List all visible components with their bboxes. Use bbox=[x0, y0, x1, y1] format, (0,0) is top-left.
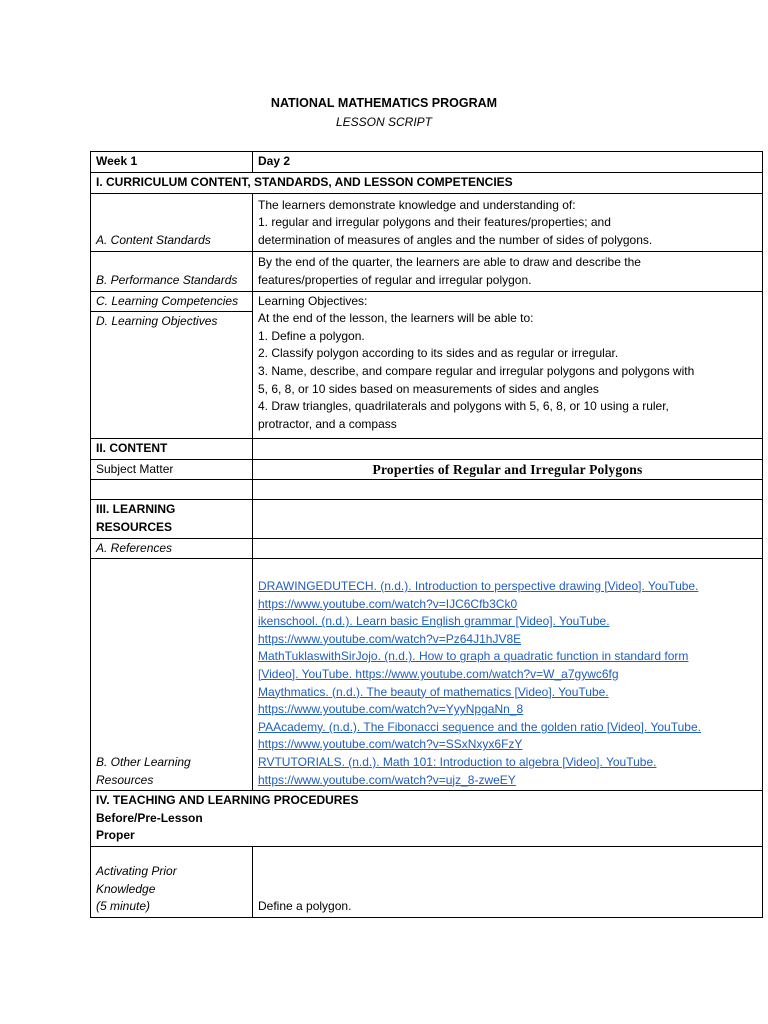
objective-line: protractor, and a compass bbox=[258, 416, 397, 431]
procedures-heading-line: Before/Pre-Lesson bbox=[96, 810, 203, 825]
reference-link[interactable]: https://www.youtube.com/watch?v=Pz64J1hJV8E bbox=[258, 631, 522, 646]
reference-link[interactable]: PAAcademy. (n.d.). The Fibonacci sequence and the golden ratio [Video]. YouTube. bbox=[258, 719, 701, 734]
other-resources-label-line: B. Other Learning bbox=[96, 754, 191, 769]
learning-competencies-label: C. Learning Competencies bbox=[91, 291, 253, 312]
reference-link[interactable]: DRAWINGEDUTECH. (n.d.). Introduction to perspective drawing [Video]. YouTube. bbox=[258, 579, 699, 594]
procedures-heading bbox=[91, 791, 763, 847]
empty-cell bbox=[91, 480, 253, 500]
performance-standards-label: B. Performance Standards bbox=[91, 251, 253, 291]
content-standards-label: A. Content Standards bbox=[91, 193, 253, 251]
reference-link[interactable]: MathTuklaswithSirJojo. (n.d.). How to graph a quadratic function in standard form bbox=[258, 649, 689, 664]
subject-matter-label: Subject Matter bbox=[91, 459, 253, 480]
objective-line: 5, 6, 8, or 10 sides based on measurements of sides and angles bbox=[258, 381, 599, 396]
reference-link[interactable]: https://www.youtube.com/watch?v=ujz_8-zweEY bbox=[258, 772, 516, 787]
other-resources-label bbox=[91, 559, 253, 791]
subject-matter-value: Properties of Regular and Irregular Polygons bbox=[253, 459, 763, 480]
week-cell: Week 1 bbox=[91, 152, 253, 173]
objective-line: 4. Draw triangles, quadrilaterals and polygons with 5, 6, 8, or 10 using a ruler, bbox=[258, 399, 669, 414]
objective-line: At the end of the lesson, the learners will be able to: bbox=[258, 311, 534, 326]
procedures-table bbox=[90, 790, 763, 918]
content-standards-value bbox=[253, 193, 763, 251]
learning-objectives-value bbox=[253, 291, 763, 439]
section-resources-heading: III. LEARNING RESOURCES bbox=[91, 500, 253, 538]
procedures-heading-line: Proper bbox=[96, 828, 135, 843]
procedures-heading-line: IV. TEACHING AND LEARNING PROCEDURES bbox=[96, 793, 359, 807]
empty-cell bbox=[253, 500, 763, 538]
activating-label-line: Knowledge bbox=[96, 881, 156, 896]
reference-link[interactable]: https://www.youtube.com/watch?v=SSxNxyx6FzY bbox=[258, 737, 523, 752]
references-label: A. References bbox=[91, 538, 253, 559]
performance-standards-line: features/properties of regular and irregular polygon. bbox=[258, 273, 532, 287]
learning-objectives-label: D. Learning Objectives bbox=[91, 312, 253, 439]
content-standards-line: The learners demonstrate knowledge and understanding of: bbox=[258, 197, 576, 212]
reference-link[interactable]: ikenschool. (n.d.). Learn basic English grammar [Video]. YouTube. bbox=[258, 614, 610, 629]
empty-cell bbox=[253, 480, 763, 500]
lesson-table bbox=[90, 151, 763, 791]
activating-prior-knowledge-label bbox=[91, 847, 253, 918]
activating-prior-knowledge-value: Define a polygon. bbox=[253, 847, 763, 918]
activating-label-line: (5 minute) bbox=[96, 899, 151, 914]
document-subtitle: LESSON SCRIPT bbox=[335, 115, 433, 129]
references-value bbox=[253, 538, 763, 559]
reference-link[interactable]: https://www.youtube.com/watch?v=IJC6Cfb3Ck0 bbox=[258, 596, 518, 611]
reference-link[interactable]: [Video]. YouTube. https://www.youtube.com/watch?v=W_a7gywc6fg bbox=[258, 667, 619, 681]
content-standards-line: determination of measures of angles and the number of sides of polygons. bbox=[258, 233, 653, 247]
document-title: NATIONAL MATHEMATICS PROGRAM bbox=[270, 96, 498, 110]
reference-link[interactable]: https://www.youtube.com/watch?v=YyyNpgaNn_8 bbox=[258, 702, 524, 717]
section-content-empty bbox=[253, 439, 763, 460]
objective-line: 2. Classify polygon according to its sides and as regular or irregular. bbox=[258, 346, 619, 361]
reference-link[interactable]: Maythmatics. (n.d.). The beauty of mathematics [Video]. YouTube. bbox=[258, 684, 609, 699]
section-curriculum-heading: I. CURRICULUM CONTENT, STANDARDS, AND LESSON COMPETENCIES bbox=[91, 173, 763, 194]
performance-standards-value bbox=[253, 251, 763, 291]
other-resources-label-line: Resources bbox=[96, 772, 154, 787]
objective-line: Learning Objectives: bbox=[258, 293, 368, 308]
reference-link[interactable]: RVTUTORIALS. (n.d.). Math 101: Introduction to algebra [Video]. YouTube. bbox=[258, 754, 657, 769]
activating-label-line: Activating Prior bbox=[96, 864, 177, 879]
objective-line: 3. Name, describe, and compare regular and irregular polygons and polygons with bbox=[258, 363, 695, 378]
section-content-heading: II. CONTENT bbox=[91, 439, 253, 460]
other-resources-links bbox=[253, 559, 763, 791]
objective-line: 1. Define a polygon. bbox=[258, 328, 365, 343]
day-cell: Day 2 bbox=[253, 152, 763, 173]
content-standards-line: 1. regular and irregular polygons and their features/properties; and bbox=[258, 215, 611, 230]
performance-standards-line: By the end of the quarter, the learners are able to draw and describe the bbox=[258, 255, 641, 270]
